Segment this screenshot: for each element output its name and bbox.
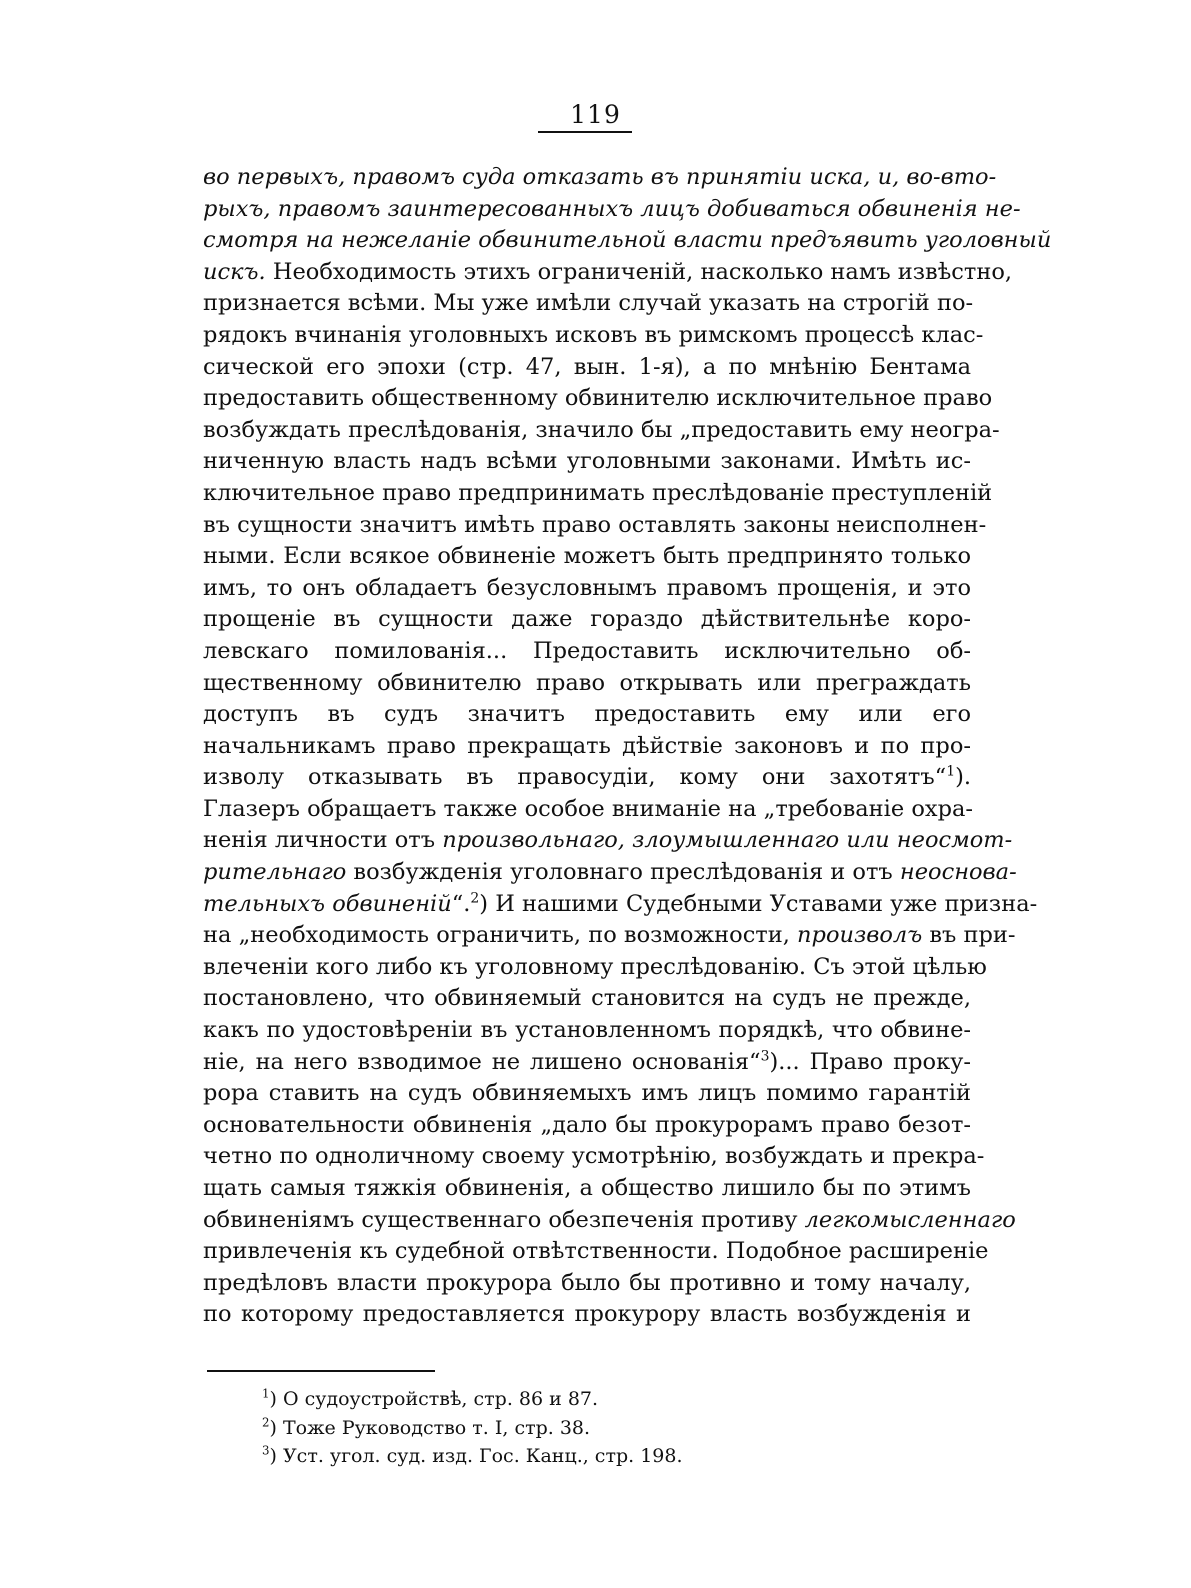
text-run: щественному обвинителю право открывать или преграждать [203,669,971,696]
footnote-text: ) О судоустройствѣ, стр. 86 и 87. [269,1388,599,1410]
text-line [203,510,987,542]
text-run: левскаго помилованія... Предоставить исключительно об- [203,637,971,664]
text-line [203,668,971,700]
italic-text: тельныхъ обвиненій [203,890,452,917]
body-text [203,162,1052,1331]
italic-text: рительнаго [203,859,347,886]
text-run: какъ по удостовѣреніи въ установленномъ порядкѣ, что обвине- [203,1017,971,1044]
text-run: рора ставить на судъ обвиняемыхъ имъ лицъ помимо гарантій [203,1080,971,1107]
text-line [203,762,971,794]
text-run: ). [955,764,971,791]
text-line [203,1047,971,1079]
text-line [203,257,1013,289]
text-run: предоставить общественному обвинителю исключительное право [203,385,993,412]
text-line [203,825,1013,857]
text-line [203,920,1016,952]
italic-text: легкомысленнаго [804,1206,1016,1233]
text-run: ными. Если всякое обвиненіе можетъ быть предпринято только [203,543,971,570]
text-run: прощеніе въ сущности даже гораздо дѣйствительнѣе коро- [203,606,971,633]
text-line [203,1205,1016,1237]
text-run: ненія личности отъ [203,827,443,854]
text-run: основательности обвиненія „дало бы прокурорамъ право безот- [203,1111,971,1138]
page-number: 119 [570,100,621,129]
footnote-ref: 3 [760,1048,770,1065]
text-line [203,288,974,320]
footnote-ref: 1 [946,763,956,780]
text-line [203,1015,971,1047]
text-line [203,194,1021,226]
text-run: ниченную власть надъ всѣми уголовными законами. Имѣть ис- [203,448,971,475]
text-run: въ при- [922,922,1016,949]
footnote-ref: 2 [470,890,480,907]
text-run: ніе, на него взводимое не лишено основанія“ [203,1048,761,1075]
text-run: Глазеръ обращаетъ также особое вниманіе на „требованіе охра- [203,795,973,822]
italic-text: во первыхъ, правомъ суда отказать въ принятіи иска, и, во-вто- [203,164,997,190]
text-line [203,857,1017,889]
text-line [203,889,1038,921]
text-line [203,604,971,636]
text-line [203,1236,989,1268]
footnote-mark: 1 [262,1386,270,1401]
text-line [203,699,971,731]
text-line [203,478,993,510]
text-run: имъ, то онъ обладаетъ безусловнымъ правомъ прощенія, и это [203,574,971,601]
italic-text: произволъ [797,922,923,949]
text-run: въ сущности значитъ имѣть право оставлять законы неисполнен- [203,511,987,538]
text-line [203,573,971,605]
italic-text: произвольнаго, злоумышленнаго или неосмот- [442,827,1013,854]
text-run: предѣловъ власти прокурора было бы противно и тому началу, [203,1269,971,1296]
text-run: )... Право проку- [769,1048,971,1075]
text-run: щать самыя тяжкія обвиненія, а общество лишило бы по этимъ [203,1175,971,1201]
text-line [203,1110,971,1142]
italic-text: рыхъ, правомъ заинтересованныхъ лицъ добиваться обвиненія не- [203,195,1021,222]
text-run: влеченіи кого либо къ уголовному преслѣдованію. Съ этой цѣлью [203,953,987,980]
footnote [262,1385,683,1414]
italic-text: смотря на нежеланіе обвинительной власти предъявить уголовный [203,227,1052,254]
footnote [262,1414,683,1443]
text-line [203,983,971,1015]
text-run: ключительное право предпринимать преслѣдованіе преступленій [203,479,993,506]
footnotes [262,1385,683,1471]
text-run: рядокъ вчинанія уголовныхъ исковъ въ римскомъ процессѣ клас- [203,321,984,348]
text-line [203,446,971,478]
text-run: доступъ въ судъ значитъ предоставить ему или его [203,701,971,728]
text-run: постановлено, что обвиняемый становится на судъ не прежде, [203,985,971,1012]
text-run: начальникамъ право прекращать дѣйствіе законовъ и по про- [203,732,971,759]
text-run: ) И нашими Судебными Уставами уже призна- [479,890,1038,917]
text-run: возбуждать преслѣдованія, значило бы „предоставить ему неогра- [203,416,1000,443]
text-run: по которому предоставляется прокурору власть возбужденія и [203,1301,971,1328]
footnote [262,1442,683,1471]
text-run: возбужденія уголовнаго преслѣдованія и отъ [346,859,900,886]
text-line [203,952,987,984]
footnote-separator [207,1370,435,1372]
text-line [203,731,971,763]
text-run: признается всѣми. Мы уже имѣли случай указать на строгій по- [203,290,974,317]
text-run: обвиненіямъ существеннаго обезпеченія противу [203,1206,805,1233]
text-run: привлеченія къ судебной отвѣтственности. Подобное расширеніе [203,1238,989,1265]
text-line [203,794,971,826]
text-run: сической его эпохи (стр. 47, вын. 1-я), а по мнѣнію Бентама [203,353,971,380]
text-line [203,383,993,415]
text-line [203,1299,971,1331]
footnote-mark: 2 [262,1415,270,1430]
text-line [203,415,1000,447]
text-run: Необходимость этихъ ограниченій, насколько намъ извѣстно, [265,258,1013,285]
text-line [203,1268,971,1300]
footnote-text: ) Тоже Руководство т. I, стр. 38. [269,1416,591,1439]
footnote-text: ) Уст. угол. суд. изд. Гос. Канц., стр. 198. [269,1445,683,1467]
text-line [203,225,1052,257]
text-line [203,320,984,352]
text-run: “. [451,890,471,917]
text-line [203,352,971,384]
text-line [203,1078,971,1110]
text-run: на „необходимость ограничить, по возможности, [203,922,798,949]
text-run: четно по одноличному своему усмотрѣнію, возбуждать и прекра- [203,1143,985,1170]
italic-text: искъ. [203,258,266,285]
text-line [203,636,971,668]
text-line [203,541,971,573]
text-line [203,1173,971,1205]
italic-text: неоснова- [899,859,1017,886]
text-run: изволу отказывать въ правосудіи, кому они захотятъ“ [203,764,947,791]
page-number-rule [538,131,632,133]
text-line [203,1141,985,1173]
footnote-mark: 3 [262,1443,270,1458]
text-line [203,162,997,194]
